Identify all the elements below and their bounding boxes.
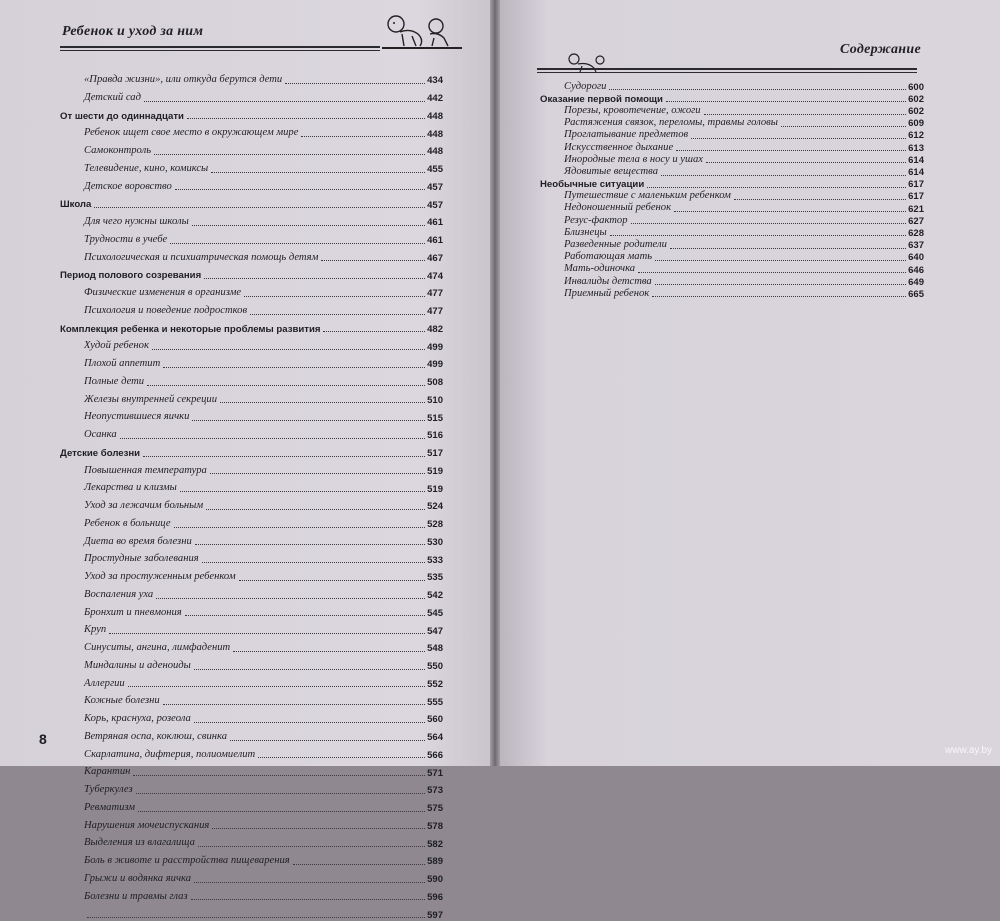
toc-entry-title: Аллергии (84, 677, 125, 689)
toc-entry (60, 423, 443, 441)
toc-page-number: 590 (427, 874, 443, 885)
toc-dot-leader (156, 598, 425, 599)
toc-dot-leader (198, 846, 425, 847)
toc-entry-title: Инвалиды детства (564, 275, 652, 287)
right-header-rule-thin (537, 72, 917, 73)
toc-dot-leader (192, 225, 425, 226)
toc-entry-title: Детский сад (84, 91, 141, 103)
toc-dot-leader (706, 162, 906, 163)
toc-dot-leader (133, 775, 425, 776)
toc-entry (60, 281, 443, 299)
toc-entry (540, 104, 924, 116)
toc-dot-leader (244, 296, 425, 297)
toc-section-entry (60, 192, 443, 210)
toc-entry (60, 618, 443, 636)
toc-entry-title: Выделения из влагалища (84, 837, 195, 849)
toc-entry-title: Детское воровство (84, 180, 172, 192)
toc-page-number: 461 (427, 217, 443, 229)
toc-dot-leader (258, 757, 425, 758)
toc-page-number: 448 (427, 128, 443, 140)
toc-entry-title: Путешествие с маленьким ребенком (564, 190, 731, 202)
toc-page-number: 564 (427, 732, 443, 743)
toc-dot-leader (136, 793, 426, 794)
toc-entry-title: Корь, краснуха, розеола (84, 713, 191, 725)
toc-entry (60, 849, 443, 867)
toc-entry (60, 636, 443, 654)
toc-entry (60, 86, 443, 104)
toc-entry (60, 760, 443, 778)
toc-entry (540, 165, 924, 177)
toc-page-number: 646 (908, 264, 924, 276)
toc-page-number: 457 (427, 199, 443, 211)
toc-entry-title: Для чего нужны школы (84, 216, 189, 228)
toc-entry-title: Кожные болезни (84, 695, 160, 707)
toc-dot-leader (781, 126, 906, 127)
toc-entry-title: Период полового созревания (60, 270, 202, 282)
toc-entry (60, 743, 443, 761)
toc-entry (60, 583, 443, 601)
book-gutter (490, 0, 500, 766)
toc-page-number: 516 (427, 430, 443, 442)
toc-entry (60, 388, 443, 406)
toc-entry-title: Скарлатина, дифтерия, полиомиелит (84, 748, 256, 760)
toc-page-number: 530 (427, 536, 443, 548)
toc-entry (60, 689, 443, 707)
toc-page-number: 515 (427, 412, 443, 424)
toc-dot-leader (109, 633, 425, 634)
toc-entry-title: Необычные ситуации (540, 179, 645, 191)
toc-page-number: 614 (908, 154, 924, 166)
toc-page-number: 609 (908, 118, 924, 130)
toc-dot-leader (195, 544, 425, 545)
toc-page-number: 467 (427, 252, 443, 264)
toc-page-number: 499 (427, 341, 443, 353)
toc-entry-title: Порезы, кровотечение, ожоги (564, 104, 701, 116)
toc-page-number: 640 (908, 252, 924, 264)
toc-page-number: 517 (427, 448, 443, 459)
toc-entry (540, 202, 924, 214)
toc-page-number: 434 (427, 75, 443, 87)
toc-entry-title: Воспаления уха (84, 588, 154, 600)
toc-entry-title: Карантин (84, 766, 131, 778)
toc-entry-title: Близнецы (564, 226, 607, 238)
toc-dot-leader (220, 402, 425, 403)
toc-entry (60, 405, 443, 423)
toc-entry (60, 352, 443, 370)
toc-page-number: 617 (908, 191, 924, 203)
toc-entry-title: Боль в животе и расстройства пищеварения (84, 855, 290, 867)
toc-dot-leader (734, 199, 906, 200)
toc-entry (60, 725, 443, 743)
toc-dot-leader (676, 150, 906, 151)
right-header-rule (537, 68, 917, 70)
toc-entry-title: Самоконтроль (84, 145, 152, 157)
toc-section-entry (60, 263, 443, 281)
toc-entry (540, 190, 924, 202)
toc-entry-title: Ветряная оспа, коклюш, свинка (84, 730, 228, 742)
toc-page-number: 602 (908, 93, 924, 105)
toc-entry (540, 263, 924, 275)
toc-dot-leader (666, 101, 906, 102)
toc-dot-leader (655, 260, 906, 261)
toc-dot-leader (301, 136, 425, 137)
toc-section-entry (540, 178, 924, 190)
toc-entry-title: Туберкулез (84, 784, 133, 796)
toc-dot-leader (175, 189, 425, 190)
toc-entry (540, 287, 924, 299)
left-header-rule (60, 46, 380, 48)
toc-page-number: 455 (427, 164, 443, 175)
toc-dot-leader (154, 154, 425, 155)
toc-section-entry (60, 441, 443, 459)
right-toc (540, 80, 924, 299)
toc-entry-title: Плохой аппетит (84, 358, 161, 370)
toc-entry (60, 831, 443, 849)
toc-dot-leader (204, 278, 425, 279)
toc-page-number: 566 (427, 749, 443, 761)
toc-page-number: 477 (427, 288, 443, 300)
toc-dot-leader (174, 527, 426, 528)
toc-entry-title: Миндалины и аденоиды (84, 659, 191, 671)
right-running-head: Содержание (840, 42, 921, 57)
toc-entry (60, 157, 443, 175)
toc-page-number: 442 (427, 93, 443, 104)
toc-page-number: 508 (427, 377, 443, 388)
toc-entry (60, 778, 443, 796)
toc-dot-leader (210, 473, 425, 474)
toc-page-number: 571 (427, 767, 443, 779)
toc-entry (60, 867, 443, 885)
toc-page-number: 474 (427, 270, 443, 282)
toc-entry-title: Мать-одиночка (564, 263, 636, 275)
toc-dot-leader (610, 235, 906, 236)
toc-entry (60, 654, 443, 672)
toc-entry-title: Резус-фактор (564, 214, 628, 226)
toc-entry (60, 902, 443, 920)
toc-dot-leader (674, 211, 906, 212)
crawling-baby-icon (382, 14, 462, 54)
toc-entry (540, 275, 924, 287)
toc-entry (60, 814, 443, 832)
toc-dot-leader (192, 420, 425, 421)
toc-dot-leader (87, 917, 425, 918)
toc-page-number: 542 (427, 590, 443, 601)
toc-dot-leader (163, 704, 425, 705)
toc-page-number: 578 (427, 820, 443, 832)
toc-page-number: 600 (908, 81, 924, 93)
toc-entry (540, 80, 924, 92)
toc-dot-leader (120, 438, 426, 439)
left-running-head: Ребенок и уход за ним (62, 24, 204, 39)
toc-entry-title: Полные дети (84, 375, 145, 387)
toc-dot-leader (194, 882, 425, 883)
toc-entry-title: Диета во время болезни (84, 535, 192, 547)
toc-entry-title: Ребенок ищет свое место в окружающем мире (84, 127, 299, 139)
toc-page-number: 477 (427, 306, 443, 317)
toc-entry-title: Приемный ребенок (564, 287, 650, 299)
toc-entry (60, 547, 443, 565)
toc-entry-title: Повышенная температура (84, 464, 207, 476)
toc-page-number: 519 (427, 465, 443, 477)
toc-page-number: 550 (427, 661, 443, 672)
toc-entry (60, 707, 443, 725)
toc-entry-title: Оказание первой помощи (540, 93, 663, 105)
toc-dot-leader (293, 864, 425, 865)
toc-page-number: 552 (427, 678, 443, 690)
toc-entry-title: Нарушения мочеиспускания (84, 819, 210, 831)
toc-dot-leader (631, 223, 907, 224)
toc-section-entry (60, 104, 443, 122)
toc-entry-title: Детские болезни (60, 447, 141, 459)
toc-page-number: 589 (427, 856, 443, 868)
toc-page-number: 457 (427, 181, 443, 193)
toc-section-entry (540, 92, 924, 104)
toc-dot-leader (230, 740, 425, 741)
toc-entry (540, 153, 924, 165)
toc-entry-title: Круп (84, 624, 107, 636)
toc-entry (60, 512, 443, 530)
toc-page-number: 617 (908, 179, 924, 191)
toc-page-number: 510 (427, 394, 443, 406)
toc-dot-leader (652, 296, 906, 297)
toc-entry-title: Разведенные родители (564, 239, 667, 251)
toc-dot-leader (170, 243, 425, 244)
toc-entry-title: От шести до одиннадцати (60, 110, 184, 122)
toc-page-number: 545 (427, 607, 443, 619)
toc-page-number: 535 (427, 572, 443, 584)
toc-dot-leader (206, 509, 425, 510)
toc-entry (60, 565, 443, 583)
toc-page-number: 597 (427, 909, 443, 921)
toc-page-number: 555 (427, 696, 443, 708)
toc-page-number: 499 (427, 359, 443, 371)
toc-page-number: 614 (908, 167, 924, 178)
toc-entry-title: Комплекция ребенка и некоторые проблемы развития (60, 323, 321, 335)
left-header-rule-thin (60, 50, 380, 51)
toc-entry-title: Работающая мать (564, 251, 653, 263)
toc-dot-leader (163, 367, 425, 368)
toc-page-number: 613 (908, 142, 924, 154)
toc-page-number: 602 (908, 106, 924, 118)
toc-entry (60, 210, 443, 228)
toc-page-number: 461 (427, 235, 443, 246)
toc-entry-title: Болезни и травмы глаз (84, 890, 188, 902)
toc-entry-title: Осанка (84, 429, 117, 441)
toc-entry-title: Простудные заболевания (84, 553, 199, 565)
toc-dot-leader (194, 722, 425, 723)
toc-dot-leader (655, 284, 906, 285)
toc-page-number: 547 (427, 625, 443, 637)
toc-entry (60, 246, 443, 264)
toc-entry (60, 139, 443, 157)
toc-dot-leader (144, 101, 425, 102)
toc-dot-leader (233, 651, 425, 652)
toc-page-number: 637 (908, 240, 924, 252)
toc-entry-title: Судороги (564, 80, 607, 92)
toc-dot-leader (321, 260, 425, 261)
toc-entry-title: Психологическая и психиатрическая помощь детям (84, 251, 319, 263)
toc-dot-leader (609, 89, 906, 90)
toc-entry (540, 117, 924, 129)
watermark: www.ay.by (944, 745, 992, 756)
toc-entry-title: Худой ребенок (84, 340, 149, 352)
toc-page-number: 665 (908, 288, 924, 300)
toc-entry (540, 214, 924, 226)
toc-entry-title: Недоношенный ребенок (564, 202, 672, 214)
toc-page-number: 627 (908, 215, 924, 227)
toc-page-number: 612 (908, 130, 924, 142)
toc-entry (60, 494, 443, 512)
toc-dot-leader (191, 899, 426, 900)
toc-dot-leader (128, 686, 425, 687)
toc-entry-title: Ревматизм (84, 801, 136, 813)
toc-page-number: 628 (908, 227, 924, 239)
toc-entry (540, 129, 924, 141)
toc-dot-leader (147, 385, 425, 386)
toc-dot-leader (194, 669, 425, 670)
toc-entry-title: Телевидение, кино, комиксы (84, 162, 209, 174)
left-toc (60, 68, 443, 920)
toc-entry (60, 370, 443, 388)
toc-entry (60, 476, 443, 494)
toc-dot-leader (250, 314, 425, 315)
toc-dot-leader (187, 118, 425, 119)
toc-entry (540, 226, 924, 238)
toc-page-number: 482 (427, 323, 443, 335)
toc-entry-title: Грыжи и водянка яичка (84, 872, 192, 884)
toc-entry (60, 459, 443, 477)
toc-entry-title: «Правда жизни», или откуда берутся дети (84, 74, 283, 86)
toc-dot-leader (202, 562, 425, 563)
toc-entry (60, 601, 443, 619)
toc-entry-title: Уход за лежачим больным (84, 500, 204, 512)
toc-entry-title: Психология и поведение подростков (84, 304, 248, 316)
toc-entry-title: Растяжения связок, переломы, травмы головы (564, 117, 778, 129)
toc-dot-leader (323, 331, 425, 332)
toc-entry (60, 299, 443, 317)
toc-entry-title: Школа (60, 199, 92, 211)
toc-page-number: 621 (908, 203, 924, 215)
toc-entry (540, 238, 924, 250)
toc-entry (540, 141, 924, 153)
toc-page-number: 524 (427, 501, 443, 513)
toc-entry (60, 672, 443, 690)
toc-section-entry (60, 317, 443, 335)
toc-dot-leader (661, 175, 906, 176)
toc-entry-title: Искусственное дыхание (564, 141, 674, 153)
toc-entry-title: Ребенок в больнице (84, 517, 171, 529)
toc-page-number: 548 (427, 643, 443, 655)
toc-page-number: 560 (427, 714, 443, 726)
toc-page-number: 573 (427, 785, 443, 797)
toc-dot-leader (152, 349, 425, 350)
toc-dot-leader (94, 207, 425, 208)
page-number: 8 (39, 731, 47, 747)
toc-entry (60, 530, 443, 548)
toc-dot-leader (647, 187, 906, 188)
toc-entry-title: Физические изменения в организме (84, 287, 242, 299)
toc-entry (60, 228, 443, 246)
toc-entry (60, 175, 443, 193)
toc-dot-leader (670, 248, 906, 249)
toc-dot-leader (239, 580, 426, 581)
toc-dot-leader (285, 83, 425, 84)
toc-dot-leader (212, 828, 425, 829)
toc-entry (540, 251, 924, 263)
toc-entry-title: Синуситы, ангина, лимфаденит (84, 642, 231, 654)
toc-dot-leader (143, 456, 425, 457)
toc-entry-title: Ядовитые вещества (564, 165, 658, 177)
toc-page-number: 448 (427, 146, 443, 158)
toc-page-number: 533 (427, 554, 443, 566)
toc-page-number: 519 (427, 483, 443, 495)
toc-page-number: 575 (427, 803, 443, 814)
toc-entry (60, 121, 443, 139)
toc-dot-leader (638, 272, 906, 273)
toc-dot-leader (185, 615, 425, 616)
toc-entry-title: Инородные тела в носу и ушах (564, 153, 704, 165)
toc-dot-leader (691, 138, 906, 139)
toc-entry (60, 796, 443, 814)
toc-entry (60, 334, 443, 352)
toc-entry-title: Проглатывание предметов (564, 129, 689, 141)
toc-page-number: 528 (427, 519, 443, 530)
toc-page-number: 596 (427, 891, 443, 903)
toc-dot-leader (704, 114, 907, 115)
toc-page-number: 649 (908, 276, 924, 288)
toc-entry-title: Неопустившиеся яички (84, 411, 190, 423)
toc-entry-title: Железы внутренней секреции (84, 393, 218, 405)
toc-page-number: 582 (427, 838, 443, 850)
toc-entry-title: Бронхит и пневмония (84, 606, 182, 618)
toc-dot-leader (138, 811, 425, 812)
toc-entry (60, 885, 443, 903)
toc-entry (60, 68, 443, 86)
toc-entry-title: Лекарства и клизмы (84, 482, 177, 494)
toc-entry-title: Уход за простуженным ребенком (84, 571, 236, 583)
toc-page-number: 448 (427, 110, 443, 122)
toc-dot-leader (211, 172, 425, 173)
toc-dot-leader (180, 491, 425, 492)
toc-entry-title: Трудности в учебе (84, 233, 168, 245)
